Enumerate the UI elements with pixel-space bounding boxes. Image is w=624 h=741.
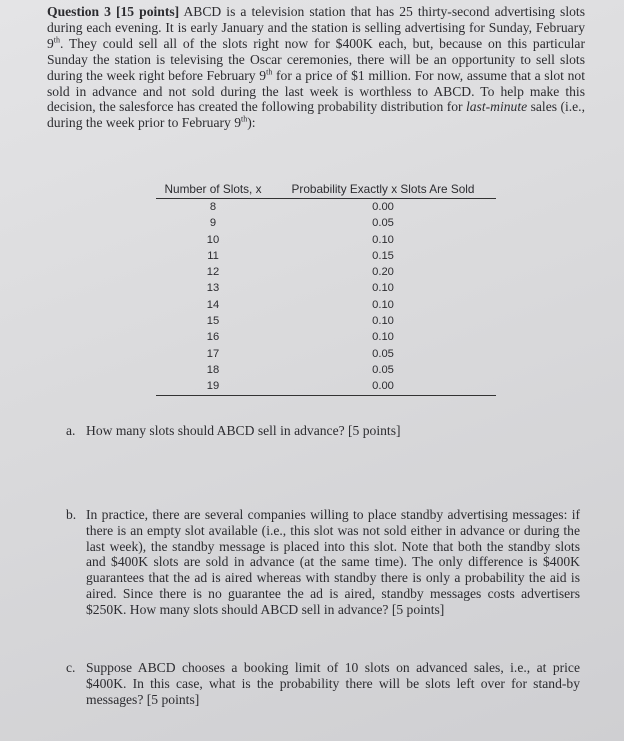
- table-row: [156, 199, 496, 216]
- question-b-text: In practice, there are several companies willing to place standby advertising messages: if there is an empty slot available (i.e., this slot was not sold either in advance or during the last week), the standby message is placed into this slot. Note that both the standby slots and $400K slots are sold in advance (at the same time). The only difference is $400K guarantees that the ad is aired whereas with standby there is only a probability the aid is aired. Since there is no guarantee the ad is aired, standby messages costs advertisers $250K. How many slots should ABCD sell in advance? [5 points]: [86, 507, 580, 617]
- slots-cell: 12: [206, 266, 220, 279]
- slots-cell: 11: [207, 249, 219, 262]
- intro-text-2: . They could sell all of the slots right now for $400K each, but, because on this particular Sunday the station is televising the Oscar ceremonies, there will be an opportunity to sell slots during the week right before February 9: [47, 35, 585, 83]
- slots-cell: 16: [206, 331, 220, 344]
- probability-table: [156, 180, 496, 396]
- table-row: [156, 297, 496, 313]
- header-probability: Probability Exactly x Slots Are Sold: [270, 180, 496, 199]
- probability-cell: 0.10: [372, 298, 394, 311]
- question-c-label: c.: [66, 660, 76, 675]
- table-row: [156, 248, 496, 264]
- table-row: [156, 378, 496, 395]
- probability-cell: 0.10: [372, 331, 394, 344]
- probability-cell: 0.00: [270, 378, 496, 395]
- probability-cell: 0.10: [372, 233, 394, 246]
- slots-cell: 15: [206, 315, 220, 328]
- slots-cell: 13: [206, 282, 220, 295]
- header-number-of-slots: Number of Slots, x: [156, 180, 270, 199]
- probability-cell: 0.00: [372, 201, 394, 213]
- table-row: [156, 215, 496, 231]
- table-row: [156, 280, 496, 296]
- intro-text-1: ABCD is a television station that has 25 thirty-second advertising slots during each evening. It is early January and the station is selling advertising for Sunday, February 9: [47, 4, 585, 51]
- table-row: [156, 346, 496, 362]
- question-c: [66, 660, 580, 707]
- intro-text-3: for a price of $1 million. For now, assume that a slot not sold in advance and not sold during the last week is worthless to ABCD. To help make this decision, the salesforce has created the following probability distribution for: [47, 67, 585, 115]
- probability-table-container: [156, 180, 496, 396]
- table-row: [156, 329, 496, 345]
- slots-cell: 14: [206, 298, 220, 311]
- question-a-label: a.: [66, 423, 76, 438]
- table-header-row: [156, 180, 496, 199]
- question-intro: [47, 4, 585, 131]
- slots-cell: 8: [209, 201, 217, 213]
- slots-cell: 9: [209, 217, 217, 230]
- superscript-th-3: th: [241, 114, 248, 124]
- probability-cell: 0.20: [372, 266, 394, 279]
- table-row: [156, 362, 496, 378]
- intro-text-4: sales (i.e., during the week prior to February 9: [47, 99, 585, 131]
- question-a-text: How many slots should ABCD sell in advance? [5 points]: [86, 423, 401, 438]
- slots-cell: 10: [206, 233, 220, 246]
- slots-cell: 18: [206, 363, 220, 376]
- probability-cell: 0.05: [372, 217, 394, 230]
- superscript-th-1: th: [53, 35, 61, 45]
- probability-cell: 0.15: [372, 249, 394, 262]
- probability-cell: 0.05: [372, 363, 394, 376]
- question-a: [66, 423, 446, 439]
- probability-cell: 0.10: [372, 282, 394, 295]
- table-row: [156, 313, 496, 329]
- intro-text-5: ):: [247, 115, 256, 131]
- question-c-text: Suppose ABCD chooses a booking limit of 10 slots on advanced sales, i.e., at price $400K. In this case, what is the probability there will be slots left over for stand-by messages? [5 points]: [86, 660, 580, 707]
- question-b-label: b.: [66, 507, 77, 522]
- intro-italic: last-minute: [465, 99, 528, 115]
- slots-cell: 17: [206, 347, 220, 360]
- table-row: [156, 264, 496, 280]
- slots-cell: 19: [156, 378, 270, 395]
- question-heading: Question 3 [15 points]: [47, 4, 180, 19]
- probability-cell: 0.10: [372, 315, 394, 328]
- superscript-th-2: th: [266, 67, 273, 77]
- question-b: [66, 507, 580, 618]
- table-row: [156, 232, 496, 248]
- probability-cell: 0.05: [372, 347, 394, 360]
